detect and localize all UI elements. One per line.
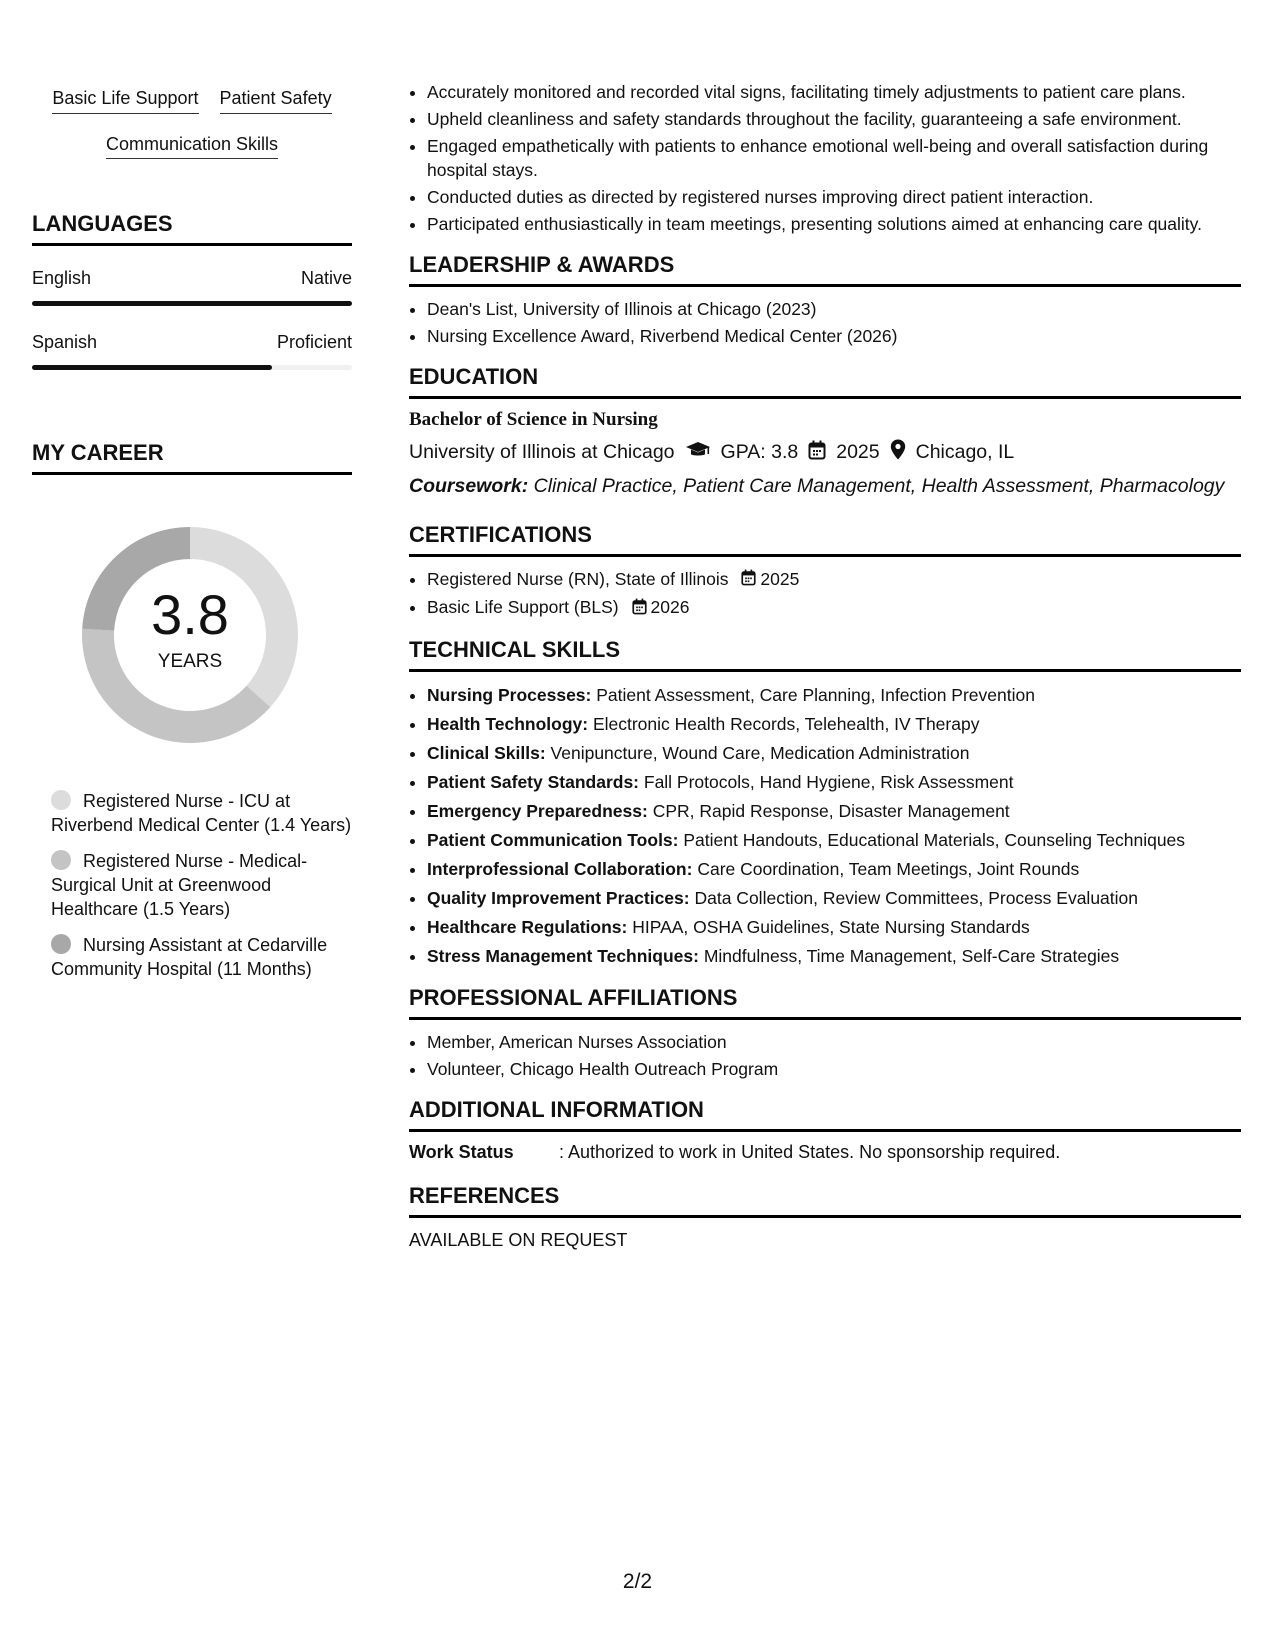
coursework-label: Coursework: — [409, 475, 529, 497]
language-item — [32, 268, 352, 306]
skill-label: Health Technology: — [427, 713, 589, 734]
career-item — [51, 933, 352, 981]
legend-dot — [51, 934, 71, 954]
experience-bullet: • Participated enthusiastically in team meetings, presenting solutions aimed at enhancing care quality. — [427, 212, 1241, 236]
career-list — [32, 789, 352, 981]
coursework — [409, 474, 1241, 498]
calendar-icon — [632, 597, 647, 621]
certification-item — [427, 595, 1241, 620]
language-bar-fill — [32, 365, 272, 370]
career-unit: YEARS — [157, 651, 223, 673]
coursework-text: Clinical Practice, Patient Care Management, Health Assessment, Pharmacology — [533, 475, 1225, 497]
skill-value: Fall Protocols, Hand Hygiene, Risk Assessment — [643, 771, 1014, 792]
calendar-icon — [741, 568, 756, 592]
skill-tag: Patient Safety — [220, 88, 332, 114]
career-donut — [70, 515, 310, 755]
work-status-value: : Authorized to work in United States. No sponsorship required. — [559, 1141, 1061, 1162]
education-heading: EDUCATION — [409, 364, 1241, 399]
left-column — [32, 80, 352, 993]
education-location: Chicago, IL — [915, 441, 1015, 463]
skill-label: Patient Safety Standards: — [427, 771, 639, 792]
skill-value: Care Coordination, Team Meetings, Joint Rounds — [697, 858, 1080, 879]
affiliations-heading: PROFESSIONAL AFFILIATIONS — [409, 985, 1241, 1020]
career-item-text: Registered Nurse - ICU at Riverbend Medical Center (1.4 Years) — [51, 791, 352, 836]
skill-value: Patient Assessment, Care Planning, Infection Prevention — [596, 684, 1035, 705]
skill-value: Patient Handouts, Educational Materials, Counseling Techniques — [683, 829, 1186, 850]
school-name: University of Illinois at Chicago — [409, 441, 675, 463]
award-item: • Dean's List, University of Illinois at Chicago (2023) — [427, 297, 1241, 321]
languages-heading: LANGUAGES — [32, 211, 352, 246]
skill-label: Clinical Skills: — [427, 742, 546, 763]
skill-item — [427, 914, 1241, 940]
skill-item — [427, 798, 1241, 824]
map-pin-icon — [890, 439, 906, 466]
skill-tags — [32, 80, 352, 171]
skill-value: HIPAA, OSHA Guidelines, State Nursing Standards — [632, 916, 1030, 937]
skill-item — [427, 711, 1241, 737]
legend-dot — [51, 850, 71, 870]
affiliation-item: • Member, American Nurses Association — [427, 1030, 1241, 1054]
experience-bullet: • Accurately monitored and recorded vital signs, facilitating timely adjustments to patient care plans. — [427, 80, 1241, 104]
career-heading: MY CAREER — [32, 440, 352, 475]
skill-item — [427, 856, 1241, 882]
skill-tag: Basic Life Support — [52, 88, 198, 114]
leadership-heading: LEADERSHIP & AWARDS — [409, 252, 1241, 287]
work-status-label: Work Status — [409, 1141, 514, 1162]
certification-name: Registered Nurse (RN), State of Illinois — [427, 569, 729, 589]
skill-item — [427, 885, 1241, 911]
skill-value: Mindfulness, Time Management, Self-Care Strategies — [703, 945, 1120, 966]
education-details — [409, 439, 1241, 466]
skill-value: Data Collection, Review Committees, Process Evaluation — [694, 887, 1138, 908]
skill-label: Nursing Processes: — [427, 684, 592, 705]
experience-bullets — [409, 80, 1241, 236]
calendar-icon — [808, 440, 826, 466]
language-bar — [32, 365, 352, 370]
career-item — [51, 849, 352, 921]
right-column — [409, 80, 1241, 1251]
work-status-row — [409, 1142, 1241, 1163]
award-item: • Nursing Excellence Award, Riverbend Medical Center (2026) — [427, 324, 1241, 348]
language-name: Spanish — [32, 332, 98, 353]
skill-label: Quality Improvement Practices: — [427, 887, 690, 908]
skill-value: Electronic Health Records, Telehealth, IV Therapy — [592, 713, 980, 734]
career-item-text: Nursing Assistant at Cedarville Community Hospital (11 Months) — [51, 935, 328, 980]
certification-year: 2025 — [760, 569, 800, 589]
degree-title: Bachelor of Science in Nursing — [409, 409, 658, 430]
affiliations-list — [409, 1030, 1241, 1081]
legend-dot — [51, 790, 71, 810]
graduation-cap-icon — [685, 440, 711, 466]
career-item-text: Registered Nurse - Medical-Surgical Unit at Greenwood Healthcare (1.5 Years) — [51, 851, 308, 920]
references-heading: REFERENCES — [409, 1183, 1241, 1218]
technical-skills-heading: TECHNICAL SKILLS — [409, 637, 1241, 672]
language-bar — [32, 301, 352, 306]
certifications-heading: CERTIFICATIONS — [409, 522, 1241, 557]
language-item — [32, 332, 352, 370]
language-level: Proficient — [276, 332, 352, 353]
certification-year: 2026 — [650, 597, 690, 618]
language-level: Native — [300, 268, 352, 289]
language-name: English — [32, 268, 92, 289]
page-number: 2/2 — [622, 1570, 653, 1593]
gpa: GPA: 3.8 — [720, 441, 799, 463]
skill-item — [427, 740, 1241, 766]
skill-value: CPR, Rapid Response, Disaster Management — [652, 800, 1010, 821]
skill-tag: Communication Skills — [106, 134, 278, 160]
experience-bullet: • Conducted duties as directed by registered nurses improving direct patient interaction. — [427, 185, 1241, 209]
career-item — [51, 789, 352, 837]
technical-skills-list — [409, 682, 1241, 969]
certification-name: Basic Life Support (BLS) — [427, 597, 619, 618]
skill-label: Interprofessional Collaboration: — [427, 858, 693, 879]
skill-item — [427, 682, 1241, 708]
skill-value: Venipuncture, Wound Care, Medication Administration — [550, 742, 970, 763]
graduation-year: 2025 — [836, 441, 880, 463]
career-total: 3.8 — [151, 583, 229, 647]
skill-label: Stress Management Techniques: — [427, 945, 699, 966]
certifications-list — [409, 567, 1241, 621]
experience-bullet: • Upheld cleanliness and safety standards throughout the facility, guaranteeing a safe environment. — [427, 107, 1241, 131]
skill-label: Patient Communication Tools: — [427, 829, 679, 850]
skill-label: Emergency Preparedness: — [427, 800, 648, 821]
references-text: AVAILABLE ON REQUEST — [409, 1229, 628, 1250]
certification-item — [427, 567, 1241, 592]
affiliation-item: • Volunteer, Chicago Health Outreach Program — [427, 1057, 1241, 1081]
skill-item — [427, 943, 1241, 969]
skill-item — [427, 769, 1241, 795]
additional-info-heading: ADDITIONAL INFORMATION — [409, 1097, 1241, 1132]
language-bar-fill — [32, 301, 352, 306]
skill-label: Healthcare Regulations: — [427, 916, 628, 937]
leadership-list — [409, 297, 1241, 348]
experience-bullet: • Engaged empathetically with patients to enhance emotional well-being and overall satisfaction during hospital stays. — [427, 134, 1241, 182]
skill-item — [427, 827, 1241, 853]
